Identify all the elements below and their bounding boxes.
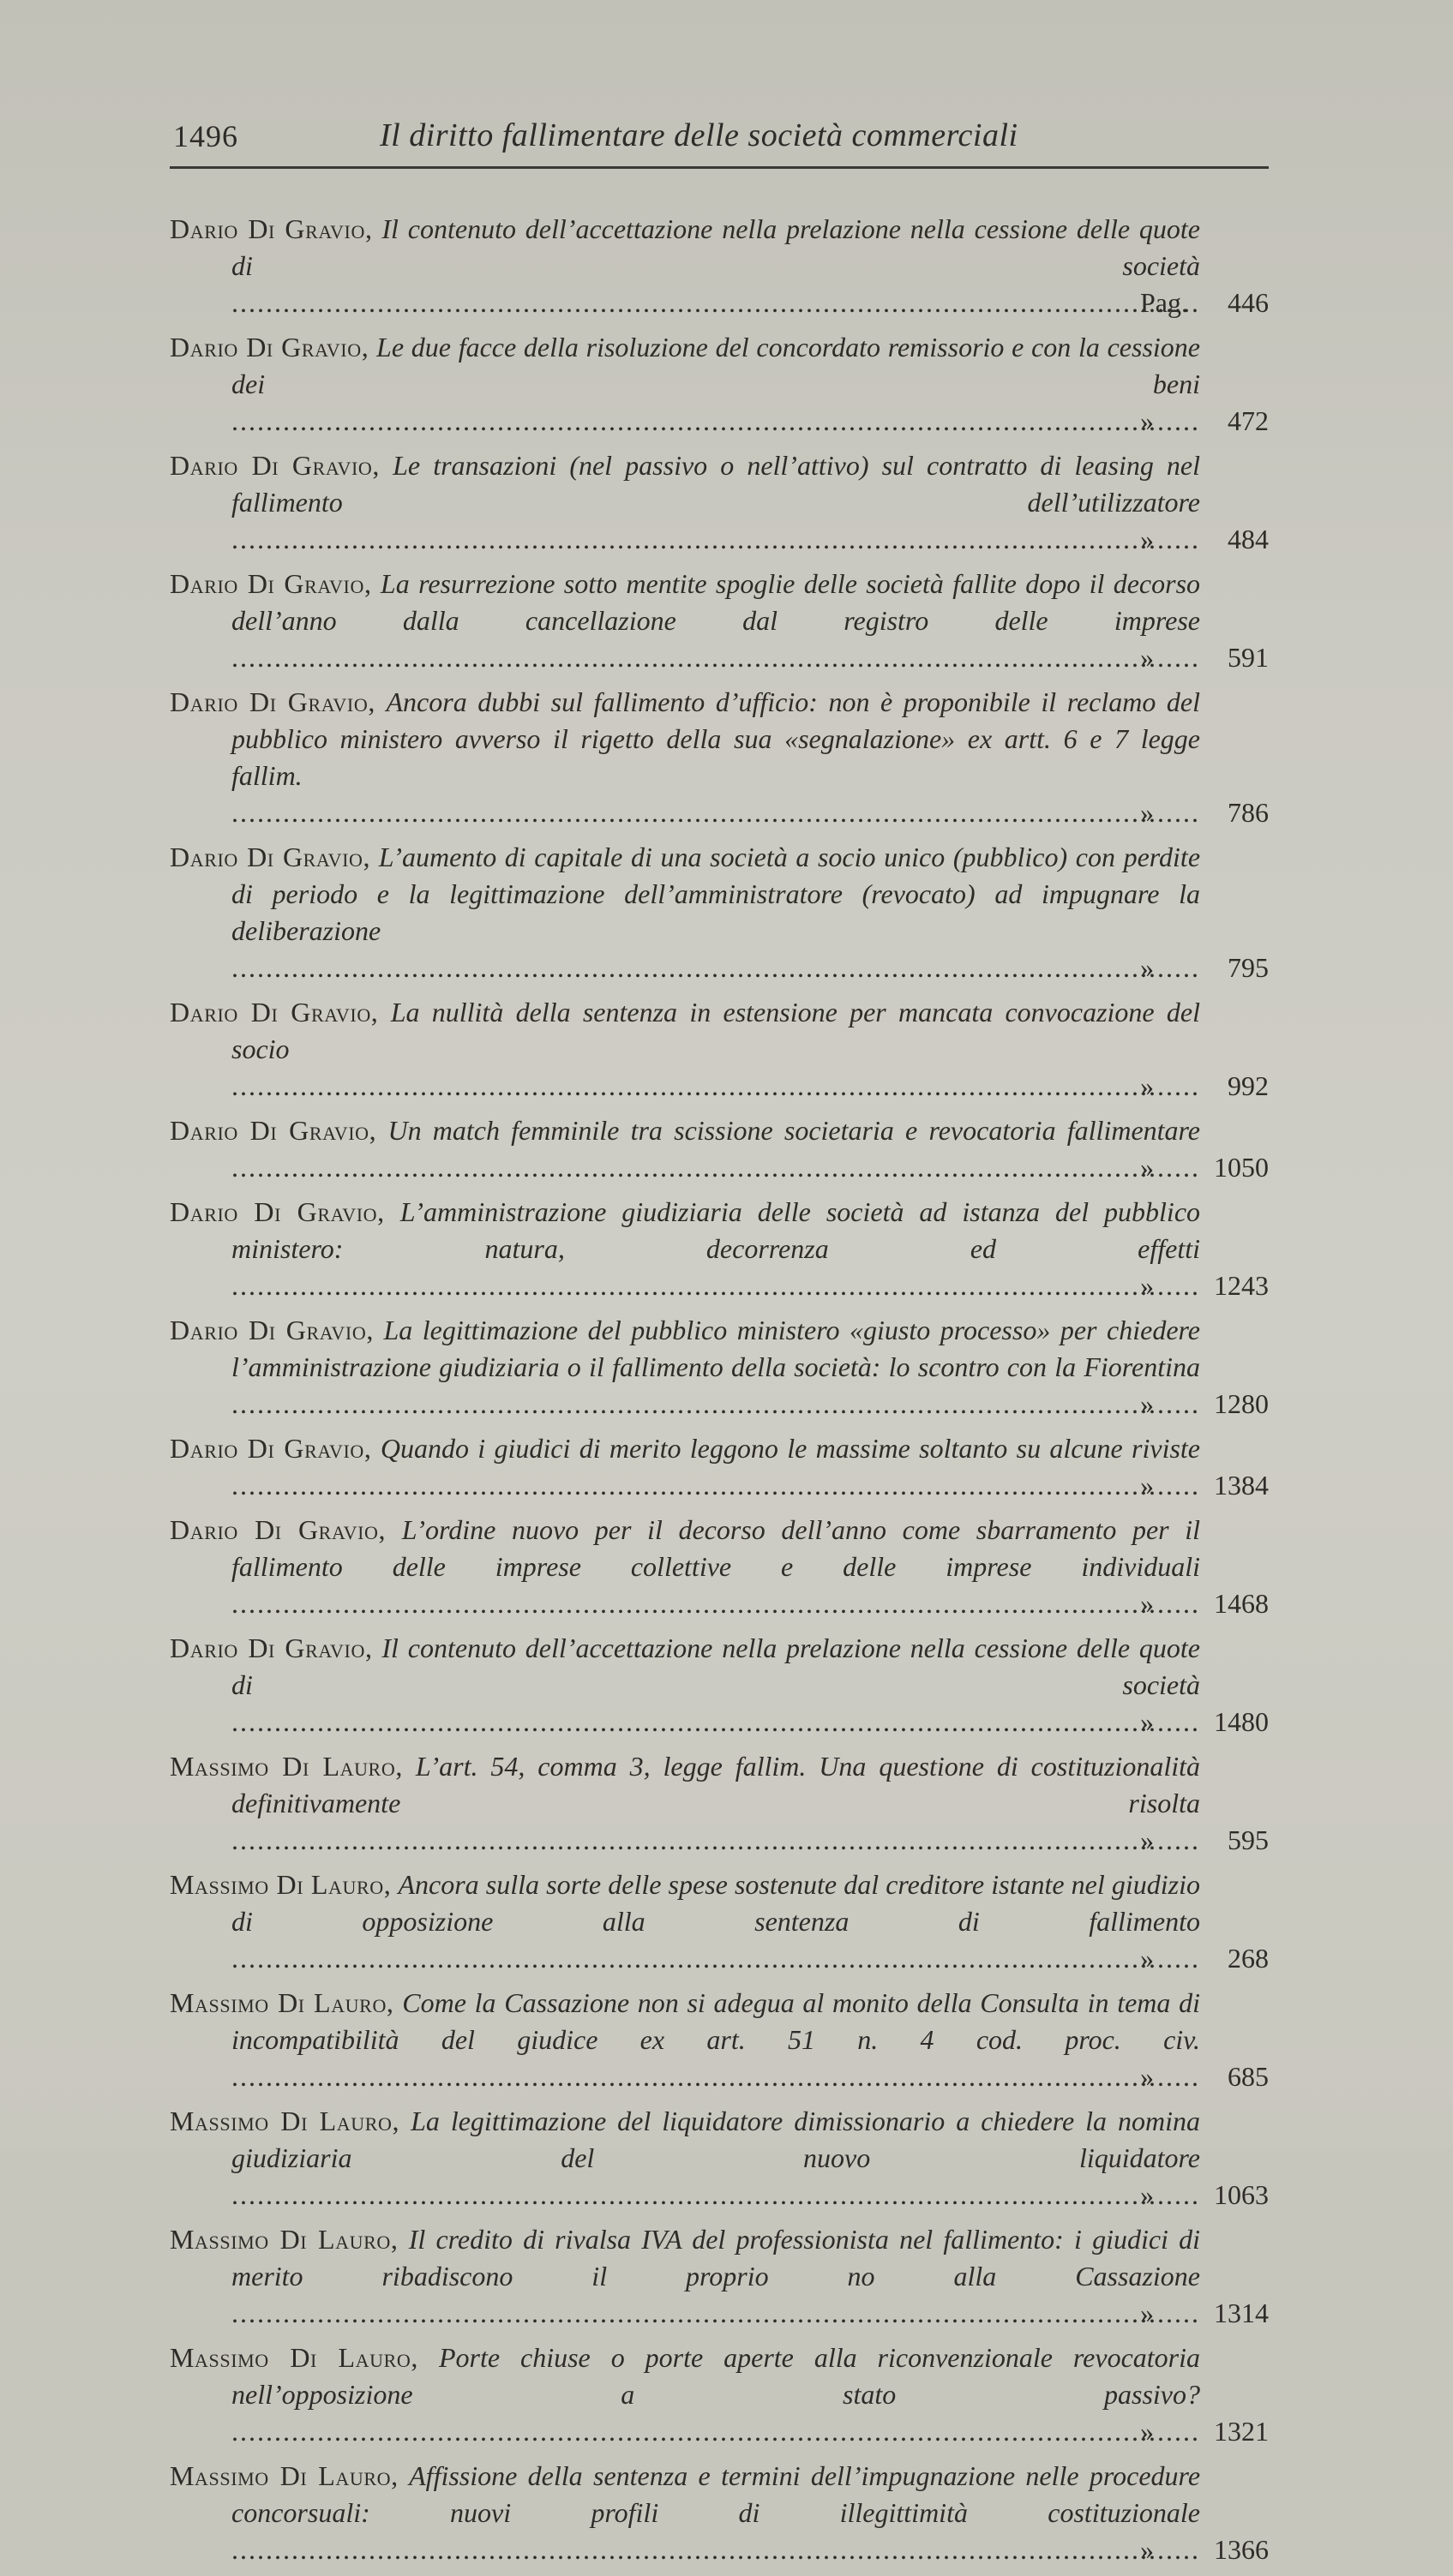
toc-entry (170, 2458, 1269, 2568)
toc-entry-text (170, 1748, 1200, 1859)
table-of-contents (170, 211, 1269, 2576)
toc-title: Le due facce della risoluzione del concordato remissorio e con la cessione dei beni (231, 332, 1200, 399)
toc-author: Massimo Di Lauro, (170, 1869, 392, 1900)
toc-author: Massimo Di Lauro, (170, 2460, 399, 2491)
toc-entry-text (170, 211, 1200, 321)
toc-page-ref (1140, 1467, 1269, 1504)
toc-entry (170, 2221, 1269, 2332)
toc-page-prefix: » (1140, 1070, 1154, 1101)
toc-page-number: 1243 (1214, 1270, 1269, 1301)
toc-page-ref (1140, 639, 1269, 676)
toc-page-prefix: » (1140, 642, 1154, 673)
toc-entry-text (170, 2458, 1200, 2568)
toc-entry-text (170, 684, 1200, 831)
toc-entry (170, 1430, 1269, 1504)
toc-page-number: 446 (1228, 287, 1269, 318)
toc-author: Dario Di Gravio, (170, 1115, 377, 1146)
dot-leader (231, 405, 1200, 436)
toc-page-ref (1140, 521, 1269, 558)
toc-title: Il contenuto dell’accettazione nella prelazione nella cessione delle quote di società (231, 1632, 1200, 1700)
toc-page-prefix: » (1140, 1588, 1154, 1619)
toc-page-prefix: » (1140, 524, 1154, 554)
toc-page-ref (1140, 285, 1269, 321)
dot-leader (231, 1588, 1200, 1619)
toc-page-prefix: » (1140, 1152, 1154, 1183)
toc-author: Dario Di Gravio, (170, 997, 379, 1027)
toc-entry (170, 211, 1269, 321)
toc-page-number: 595 (1228, 1824, 1269, 1855)
toc-page-prefix: » (1140, 797, 1154, 828)
toc-title: Il contenuto dell’accettazione nella prelazione nella cessione delle quote di società (231, 213, 1200, 281)
dot-leader (231, 1270, 1200, 1301)
toc-page-ref (1140, 2531, 1269, 2568)
page-number: 1496 (173, 119, 238, 153)
toc-entry-text (170, 2221, 1200, 2332)
toc-entry (170, 1194, 1269, 1304)
toc-page-prefix: Pag. (1140, 287, 1188, 318)
toc-author: Dario Di Gravio, (170, 332, 369, 362)
toc-page-prefix: » (1140, 1824, 1154, 1855)
toc-title: La legittimazione del liquidatore dimissionario a chiedere la nomina giudiziaria del nuovo liquidatore (231, 2106, 1200, 2173)
toc-title: La nullità della sentenza in estensione per mancata convocazione del socio (231, 997, 1200, 1064)
toc-page-number: 1366 (1214, 2534, 1269, 2565)
toc-page-number: 1050 (1214, 1152, 1269, 1183)
toc-title: L’aumento di capitale di una società a socio unico (pubblico) con perdite di periodo e la legittimazione dell’amministratore (revocato) ad impugnare la deliberazione (231, 842, 1200, 946)
toc-page-ref (1140, 1267, 1269, 1304)
toc-page-prefix: » (1140, 2179, 1154, 2210)
toc-page-number: 484 (1228, 524, 1269, 554)
toc-page-prefix: » (1140, 2416, 1154, 2447)
toc-page-prefix: » (1140, 1270, 1154, 1301)
toc-title: La legittimazione del pubblico ministero «giusto processo» per chiedere l’amministrazione giudiziaria o il fallimento della società: lo scontro con la Fiorentina (231, 1315, 1200, 1382)
toc-title: Ancora sulla sorte delle spese sostenute dal creditore istante nel giudizio di opposizione alla sentenza di fallimento (231, 1869, 1200, 1937)
toc-title: L’ordine nuovo per il decorso dell’anno come sbarramento per il fallimento delle imprese collettive e delle imprese individuali (231, 1514, 1200, 1582)
dot-leader (231, 1706, 1200, 1737)
toc-entry-text (170, 1866, 1200, 1977)
toc-page-number: 1468 (1214, 1588, 1269, 1619)
dot-leader (231, 1070, 1200, 1101)
dot-leader (231, 1824, 1200, 1855)
toc-page-number: 1063 (1214, 2179, 1269, 2210)
toc-page-number: 795 (1228, 952, 1269, 983)
toc-page-number: 1321 (1214, 2416, 1269, 2447)
toc-title: Le transazioni (nel passivo o nell’attivo) sul contratto di leasing nel fallimento dell’utilizzatore (231, 450, 1200, 518)
toc-entry (170, 1630, 1269, 1740)
toc-title: Ancora dubbi sul fallimento d’ufficio: non è proponibile il reclamo del pubblico ministero avverso il rigetto della sua «segnalazione» ex artt. 6 e 7 legge fallim. (231, 686, 1200, 791)
toc-entry-text (170, 1312, 1200, 1423)
toc-page-number: 591 (1228, 642, 1269, 673)
toc-entry (170, 1985, 1269, 2095)
toc-entry-text (170, 1630, 1200, 1740)
toc-entry-text (170, 447, 1200, 558)
toc-entry-text (170, 566, 1200, 676)
toc-entry-text (170, 1194, 1200, 1304)
toc-page-prefix: » (1140, 2297, 1154, 2328)
toc-author: Dario Di Gravio, (170, 1315, 374, 1345)
toc-page-ref (1140, 1822, 1269, 1859)
toc-page-prefix: » (1140, 1943, 1154, 1974)
toc-author: Dario Di Gravio, (170, 1632, 373, 1663)
dot-leader (231, 287, 1200, 318)
toc-author: Massimo Di Lauro, (170, 2342, 418, 2373)
toc-entry (170, 1512, 1269, 1622)
toc-entry (170, 2103, 1269, 2214)
toc-page-ref (1140, 794, 1269, 831)
toc-page-prefix: » (1140, 2534, 1154, 2565)
toc-page-ref (1140, 1068, 1269, 1105)
toc-page-ref (1140, 1149, 1269, 1186)
toc-page-ref (1140, 950, 1269, 986)
dot-leader (231, 2416, 1200, 2447)
toc-author: Dario Di Gravio, (170, 1433, 372, 1464)
toc-page-prefix: » (1140, 2061, 1154, 2092)
toc-author: Massimo Di Lauro, (170, 2224, 399, 2255)
toc-author: Dario Di Gravio, (170, 1514, 387, 1545)
toc-title: Come la Cassazione non si adegua al monito della Consulta in tema di incompatibilità del giudice ex art. 51 n. 4 cod. proc. civ. (231, 1987, 1200, 2055)
toc-page-number: 268 (1228, 1943, 1269, 1974)
dot-leader (231, 1470, 1200, 1501)
dot-leader (231, 2061, 1200, 2092)
toc-entry (170, 447, 1269, 558)
toc-page-ref (1140, 1704, 1269, 1740)
toc-page-number: 1384 (1214, 1470, 1269, 1501)
toc-page-number: 1314 (1214, 2297, 1269, 2328)
toc-page-ref (1140, 1386, 1269, 1423)
toc-author: Dario Di Gravio, (170, 450, 381, 481)
toc-page-number: 992 (1228, 1070, 1269, 1101)
toc-entry (170, 1866, 1269, 1977)
toc-entry-text (170, 2339, 1200, 2450)
toc-entry (170, 329, 1269, 440)
toc-entry (170, 684, 1269, 831)
toc-entry (170, 2339, 1269, 2450)
toc-author: Massimo Di Lauro, (170, 2106, 400, 2136)
toc-page-number: 1480 (1214, 1706, 1269, 1737)
dot-leader (231, 1388, 1200, 1419)
toc-author: Massimo Di Lauro, (170, 1751, 403, 1782)
toc-entry-text (170, 1512, 1200, 1622)
toc-page-ref (1140, 1940, 1269, 1977)
toc-entry (170, 566, 1269, 676)
toc-page-number: 472 (1228, 405, 1269, 436)
toc-page-ref (1140, 1585, 1269, 1622)
toc-page-ref (1140, 2177, 1269, 2214)
dot-leader (231, 2534, 1200, 2565)
toc-entry (170, 839, 1269, 986)
toc-page-ref (1140, 2295, 1269, 2332)
toc-page-prefix: » (1140, 952, 1154, 983)
toc-page-prefix: » (1140, 1388, 1154, 1419)
toc-author: Dario Di Gravio, (170, 842, 371, 872)
toc-title: Affissione della sentenza e termini dell’impugnazione nelle procedure concorsuali: nuovi profili di illegittimità costituzionale (231, 2460, 1200, 2528)
toc-page-ref (1140, 2413, 1269, 2450)
toc-page-prefix: » (1140, 1470, 1154, 1501)
toc-page-number: 685 (1228, 2061, 1269, 2092)
toc-title: L’art. 54, comma 3, legge fallim. Una questione di costituzionalità definitivamente risolta (231, 1751, 1200, 1818)
toc-entry-text (170, 994, 1200, 1105)
dot-leader (231, 524, 1200, 554)
toc-page-prefix: » (1140, 405, 1154, 436)
toc-page-ref (1140, 2058, 1269, 2095)
toc-page-ref (1140, 403, 1269, 440)
toc-author: Massimo Di Lauro, (170, 1987, 394, 2018)
toc-page-prefix: » (1140, 1706, 1154, 1737)
toc-entry-text (170, 1430, 1200, 1504)
dot-leader (231, 952, 1200, 983)
toc-entry-text (170, 1112, 1200, 1186)
toc-title: Un match femminile tra scissione societaria e revocatoria fallimentare (387, 1115, 1200, 1146)
dot-leader (231, 797, 1200, 828)
toc-author: Dario Di Gravio, (170, 686, 375, 717)
toc-title: L’amministrazione giudiziaria delle società ad istanza del pubblico ministero: natura, decorrenza ed effetti (231, 1196, 1200, 1264)
toc-title: Porte chiuse o porte aperte alla riconvenzionale revocatoria nell’opposizione a stato passivo? (231, 2342, 1200, 2410)
toc-entry (170, 1112, 1269, 1186)
toc-author: Dario Di Gravio, (170, 213, 373, 244)
toc-author: Dario Di Gravio, (170, 568, 372, 599)
toc-author: Dario Di Gravio, (170, 1196, 385, 1227)
toc-entry-text (170, 329, 1200, 440)
toc-page-number: 1280 (1214, 1388, 1269, 1419)
running-title: Il diritto fallimentare delle società commerciali (380, 117, 1018, 153)
page-header (170, 110, 1269, 169)
toc-title: La resurrezione sotto mentite spoglie delle società fallite dopo il decorso dell’anno dalla cancellazione dal registro delle imprese (231, 568, 1200, 636)
toc-page-number: 786 (1228, 797, 1269, 828)
toc-title: Il credito di rivalsa IVA del professionista nel fallimento: i giudici di merito ribadiscono il proprio no alla Cassazione (231, 2224, 1200, 2291)
toc-entry (170, 1312, 1269, 1423)
dot-leader (231, 2179, 1200, 2210)
toc-entry-text (170, 839, 1200, 986)
dot-leader (231, 1943, 1200, 1974)
dot-leader (231, 2297, 1200, 2328)
dot-leader (231, 642, 1200, 673)
dot-leader (231, 1152, 1200, 1183)
toc-entry-text (170, 1985, 1200, 2095)
toc-entry (170, 1748, 1269, 1859)
toc-entry (170, 994, 1269, 1105)
toc-entry-text (170, 2103, 1200, 2214)
toc-title: Quando i giudici di merito leggono le massime soltanto su alcune riviste (380, 1433, 1200, 1464)
